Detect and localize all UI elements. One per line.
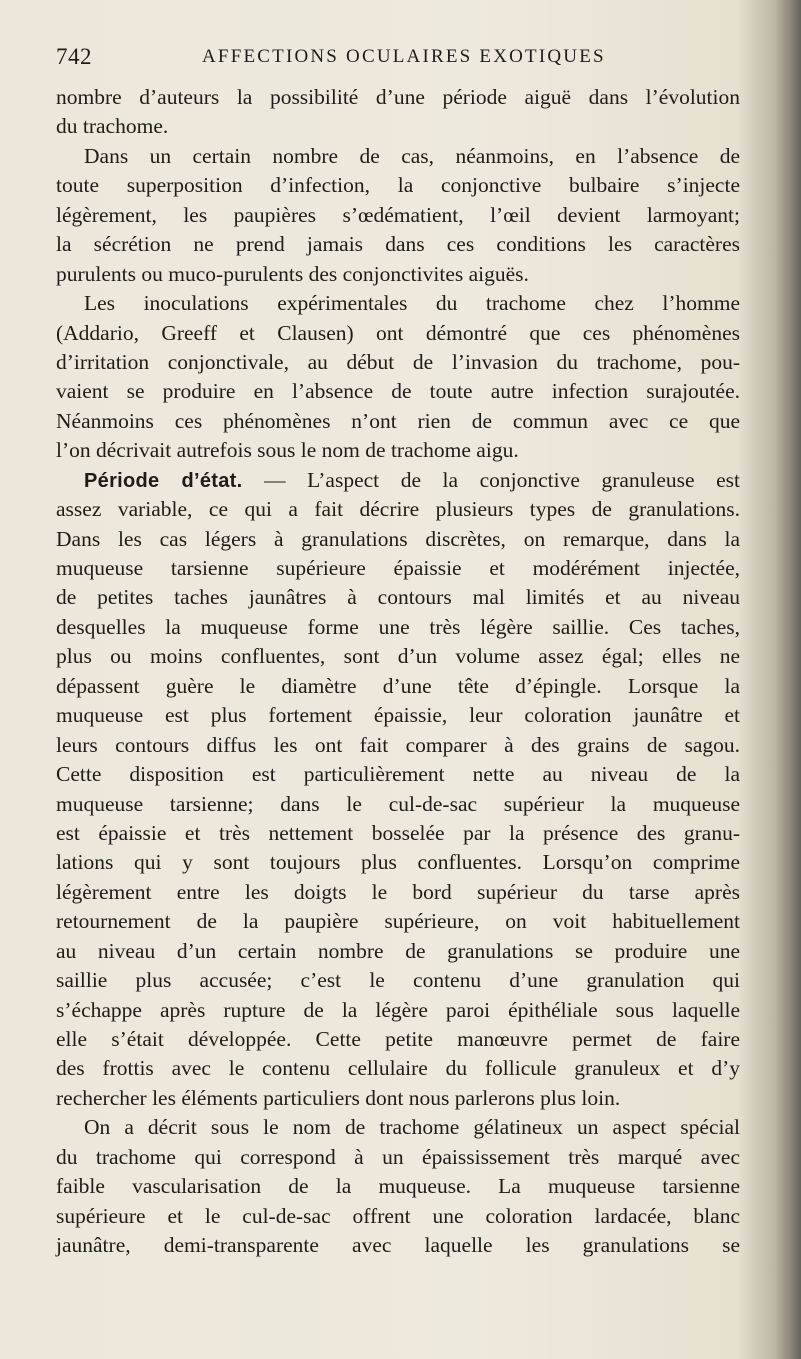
text-line: rechercher les éléments particuliers dont nous parlerons plus loin. — [56, 1085, 621, 1110]
section-lead-text: — L’aspect de la conjonctive granuleuse est — [264, 467, 741, 492]
text-line: légèrement entre les doigts le bord supérieur du tarse après — [56, 879, 740, 904]
text-line: Les inoculations expérimentales du trachome chez l’homme — [84, 291, 740, 316]
text-line: Dans les cas légers à granulations discrètes, on remarque, dans la — [56, 526, 740, 551]
text-line: dépassent guère le diamètre d’une tête d’épingle. Lorsque la — [56, 673, 740, 698]
text-line: supérieure et le cul-de-sac offrent une coloration lardacée, blanc — [56, 1203, 740, 1228]
text-line: Dans un certain nombre de cas, néanmoins, en l’absence de — [84, 143, 740, 168]
section-heading: Période d’état. — [84, 469, 243, 492]
text-line: au niveau d’un certain nombre de granulations se produire une — [56, 938, 740, 963]
running-head: AFFECTIONS OCULAIRES EXOTIQUES — [202, 46, 606, 67]
text-line: muqueuse tarsienne; dans le cul-de-sac supérieur la muqueuse — [56, 791, 740, 816]
page-number: 742 — [56, 44, 92, 69]
text-line: du trachome. — [56, 114, 169, 139]
text-line: assez variable, ce qui a fait décrire plusieurs types de granulations. — [56, 497, 740, 522]
text-line: d’irritation conjonctivale, au début de l’invasion du trachome, pou- — [56, 349, 740, 374]
text-line: desquelles la muqueuse forme une très légère saillie. Ces taches, — [56, 614, 740, 639]
page-header — [56, 44, 740, 80]
text-line: vaient se produire en l’absence de toute autre infection surajoutée. — [56, 379, 740, 404]
text-line: toute superposition d’infection, la conjonctive bulbaire s’injecte — [56, 173, 740, 198]
text-line: faible vascularisation de la muqueuse. La muqueuse tarsienne — [56, 1174, 740, 1199]
section-line — [56, 466, 740, 495]
text-line: plus ou moins confluentes, sont d’un volume assez égal; elles ne — [56, 644, 740, 669]
text-line: légèrement, les paupières s’œdématient, l’œil devient larmoyant; — [56, 202, 740, 227]
text-line: leurs contours diffus les ont fait comparer à des grains de sagou. — [56, 732, 740, 757]
text-line: nombre d’auteurs la possibilité d’une période aiguë dans l’évolution — [56, 85, 740, 109]
text-line: s’échappe après rupture de la légère paroi épithéliale sous laquelle — [56, 997, 740, 1022]
text-line: est épaissie et très nettement bosselée par la présence des granu- — [56, 820, 740, 845]
text-line: saillie plus accusée; c’est le contenu d’une granulation qui — [56, 968, 740, 993]
text-line: muqueuse est plus fortement épaissie, leur coloration jaunâtre et — [56, 703, 740, 728]
text-line: elle s’était développée. Cette petite manœuvre permet de faire — [56, 1027, 740, 1051]
text-line: l’on décrivait autrefois sous le nom de trachome aigu. — [56, 438, 519, 463]
body-text — [56, 83, 740, 1261]
text-line: (Addario, Greeff et Clausen) ont démontré que ces phénomènes — [56, 320, 740, 345]
text-line: On a décrit sous le nom de trachome gélatineux un aspect spécial — [84, 1115, 740, 1140]
text-line: retournement de la paupière supérieure, on voit habituellement — [56, 909, 740, 934]
text-line: purulents ou muco-purulents des conjonctivites aiguës. — [56, 261, 529, 286]
text-line: du trachome qui correspond à un épaississement très marqué avec — [56, 1144, 740, 1169]
text-line: lations qui y sont toujours plus confluentes. Lorsqu’on comprime — [56, 850, 740, 875]
text-line: de petites taches jaunâtres à contours mal limités et au niveau — [56, 585, 740, 610]
text-line: Cette disposition est particulièrement nette au niveau de la — [56, 762, 740, 787]
text-line: jaunâtre, demi-transparente avec laquelle les granulations se — [56, 1233, 740, 1258]
text-line: des frottis avec le contenu cellulaire du follicule granuleux et d’y — [56, 1056, 740, 1081]
text-line: Néanmoins ces phénomènes n’ont rien de commun avec ce que — [56, 408, 740, 433]
text-line: la sécrétion ne prend jamais dans ces conditions les caractères — [56, 232, 740, 257]
page-edge-shadow — [775, 0, 801, 1359]
text-line: muqueuse tarsienne supérieure épaissie et modérément injectée, — [56, 556, 740, 580]
